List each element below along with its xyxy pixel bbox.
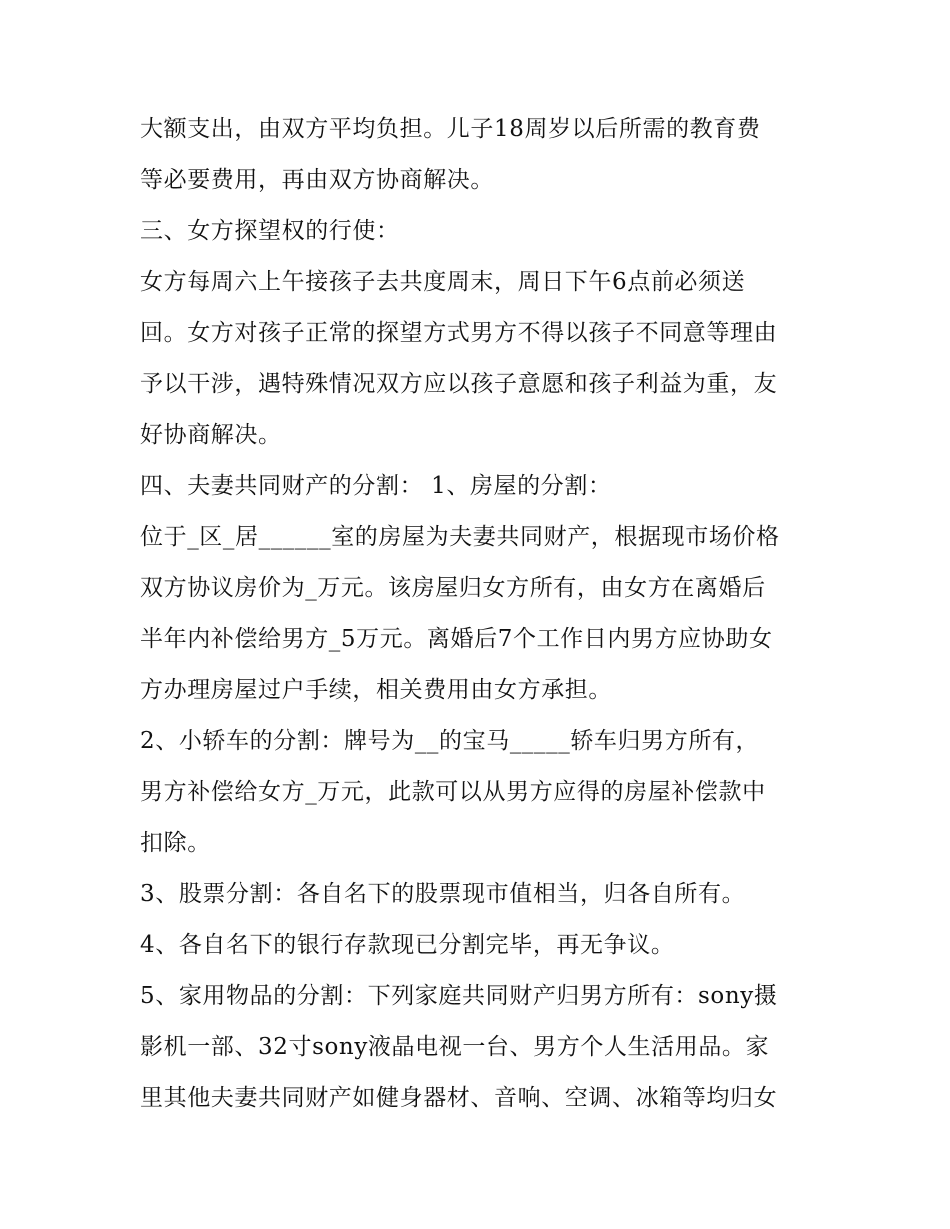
text-line: 扣除。 bbox=[140, 830, 211, 856]
text-line: 双方协议房价为_万元。该房屋归女方所有，由女方在离婚后 bbox=[140, 575, 766, 601]
text-line: 影机一部、32寸sony液晶电视一台、男方个人生活用品。家 bbox=[140, 1034, 770, 1060]
document-body bbox=[140, 104, 820, 1124]
text-line: 方办理房屋过户手续，相关费用由女方承担。 bbox=[140, 677, 612, 703]
text-line: 回。女方对孩子正常的探望方式男方不得以孩子不同意等理由 bbox=[140, 320, 778, 346]
text-line: 予以干涉，遇特殊情况双方应以孩子意愿和孩子利益为重，友 bbox=[140, 371, 778, 397]
text-line: 3、股票分割：各自名下的股票现市值相当，归各自所有。 bbox=[140, 881, 746, 907]
section-heading: 三、女方探望权的行使： bbox=[140, 218, 400, 244]
text-line: 4、各自名下的银行存款现已分割完毕，再无争议。 bbox=[140, 932, 675, 958]
text-line: 等必要费用，再由双方协商解决。 bbox=[140, 167, 494, 193]
text-line: 位于_区_居______室的房屋为夫妻共同财产，根据现市场价格 bbox=[140, 524, 780, 550]
text-line: 5、家用物品的分割：下列家庭共同财产归男方所有：sony摄 bbox=[140, 983, 778, 1009]
text-line: 大额支出，由双方平均负担。儿子18周岁以后所需的教育费 bbox=[140, 116, 761, 142]
text-line: 女方每周六上午接孩子去共度周末，周日下午6点前必须送 bbox=[140, 269, 746, 295]
text-line: 里其他夫妻共同财产如健身器材、音响、空调、冰箱等均归女 bbox=[140, 1085, 778, 1111]
text-line: 好协商解决。 bbox=[140, 422, 282, 448]
text-line: 男方补偿给女方_万元，此款可以从男方应得的房屋补偿款中 bbox=[140, 779, 766, 805]
text-line: 半年内补偿给男方_5万元。离婚后7个工作日内男方应协助女 bbox=[140, 626, 773, 652]
text-line: 2、小轿车的分割：牌号为__的宝马_____轿车归男方所有， bbox=[140, 728, 760, 754]
section-heading: 四、夫妻共同财产的分割： 1、房屋的分割： bbox=[140, 473, 612, 499]
